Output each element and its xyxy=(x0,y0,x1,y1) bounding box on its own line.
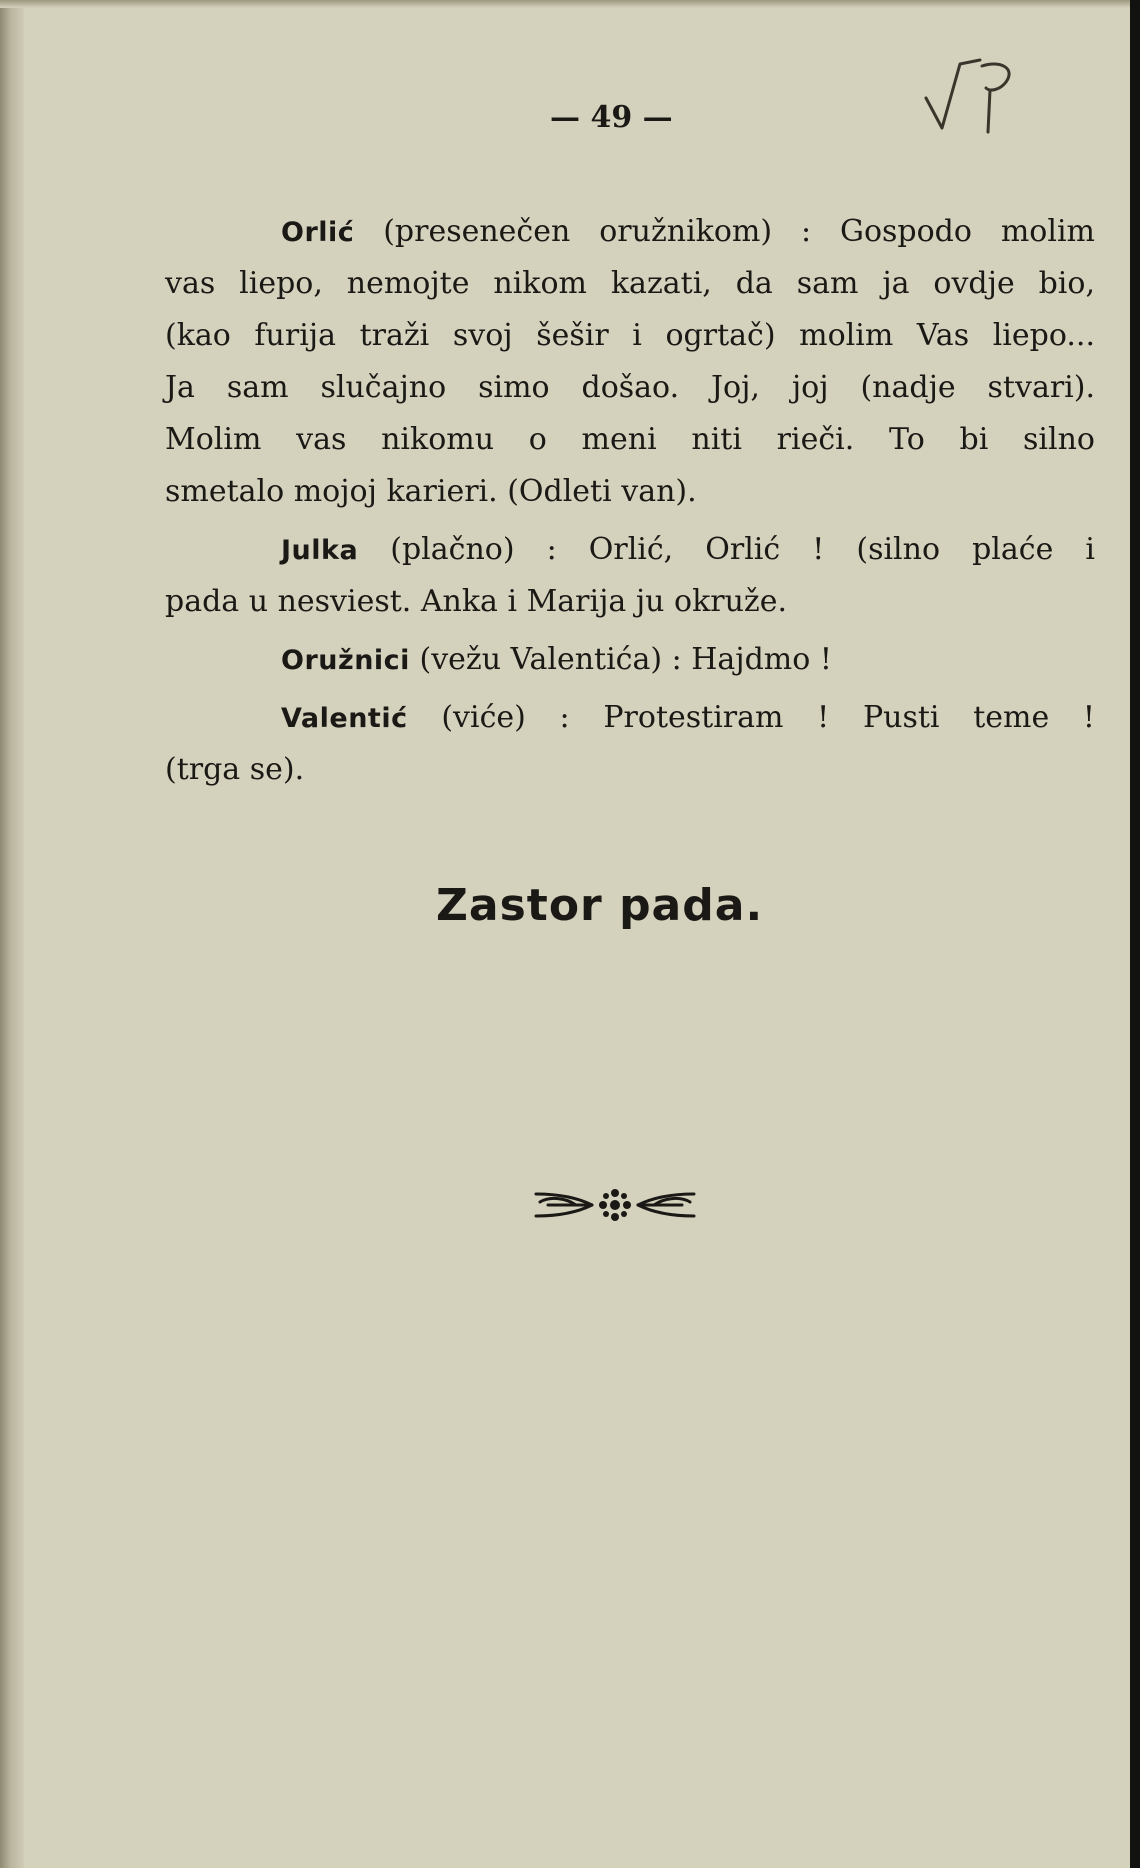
line-text: Molim vas nikomu o meni niti rieči. To bi silno xyxy=(165,422,1095,457)
page-right-edge xyxy=(1130,0,1140,1868)
curtain-falls-heading: Zastor pada. xyxy=(436,880,764,931)
speaker-name: Julka xyxy=(281,535,359,566)
text-line xyxy=(165,744,1095,796)
line-text: (kao furija traži svoj šešir i ogrtač) molim Vas liepo... xyxy=(165,318,1095,353)
line-text: (plačno) : Orlić, Orlić ! (silno plaće i xyxy=(358,532,1095,567)
line-text: (vežu Valentića) : Hajdmo ! xyxy=(409,642,832,677)
page-number: — 49 — xyxy=(550,100,673,135)
page-left-edge xyxy=(0,0,24,1868)
text-line xyxy=(165,414,1095,466)
speaker-name: Orlić xyxy=(281,217,355,248)
speaker-name: Valentić xyxy=(281,703,408,734)
text-line xyxy=(165,466,1095,518)
line-text: (presenečen oružnikom) : Gospodo molim xyxy=(354,214,1095,249)
floral-ornament-icon xyxy=(530,1180,700,1230)
line-text: (viće) : Protestiram ! Pusti teme ! xyxy=(407,700,1095,735)
text-line xyxy=(165,206,1095,258)
dialogue-text xyxy=(165,206,1095,796)
text-line xyxy=(165,310,1095,362)
page-top-edge xyxy=(0,0,1140,8)
text-line xyxy=(165,576,1095,628)
text-line xyxy=(165,634,1095,686)
text-line xyxy=(165,258,1095,310)
line-text: pada u nesviest. Anka i Marija ju okruže. xyxy=(165,584,788,619)
line-text: Ja sam slučajno simo došao. Joj, joj (nadje stvari). xyxy=(165,370,1095,405)
line-text: (trga se). xyxy=(165,752,305,787)
text-line xyxy=(165,362,1095,414)
handwritten-mark-icon xyxy=(920,56,1030,136)
line-text: smetalo mojoj karieri. (Odleti van). xyxy=(165,474,697,509)
text-line xyxy=(165,524,1095,576)
line-text: vas liepo, nemojte nikom kazati, da sam ja ovdje bio, xyxy=(165,266,1095,301)
speaker-name: Oružnici xyxy=(281,645,410,676)
text-line xyxy=(165,692,1095,744)
